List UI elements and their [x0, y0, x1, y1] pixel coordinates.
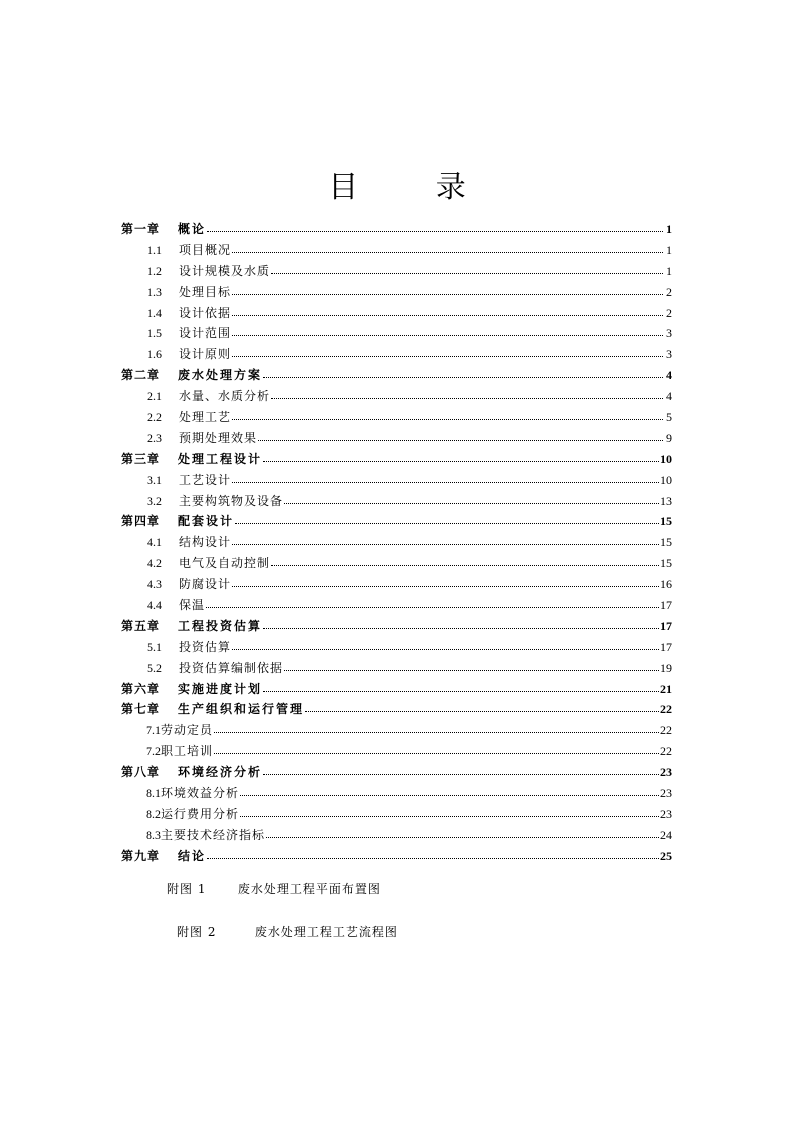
toc-page-number: 9 [666, 430, 672, 445]
toc-title: 处理工程设计 [178, 451, 263, 466]
toc-page-number: 4 [666, 368, 672, 383]
toc-number: 第八章 [121, 765, 161, 780]
toc-title: 处理工艺 [179, 410, 232, 425]
toc-page-number: 21 [660, 681, 672, 696]
toc-section-row[interactable] [121, 804, 672, 825]
toc-page-number: 2 [666, 284, 672, 299]
toc-chapter-row[interactable] [121, 846, 672, 867]
toc-page-number: 23 [660, 786, 672, 801]
toc-title: 概论 [178, 222, 207, 236]
toc-page-number: 15 [660, 556, 672, 571]
toc-number: 第九章 [121, 848, 161, 863]
toc-leader [232, 284, 663, 295]
toc-number: 第五章 [121, 618, 161, 633]
toc-section-row[interactable] [121, 344, 672, 365]
toc-section-row[interactable] [121, 407, 672, 428]
toc-title: 保温 [179, 598, 206, 613]
toc-page-number: 4 [666, 389, 672, 404]
toc-number: 3.1 [147, 472, 162, 487]
toc-page-number: 5 [666, 410, 672, 425]
toc-number: 第七章 [121, 702, 161, 717]
toc-leader [305, 701, 659, 712]
toc-number: 4.2 [147, 556, 162, 571]
toc-page-number: 3 [666, 347, 672, 362]
toc-section-row[interactable] [121, 783, 672, 804]
toc-page-number: 15 [660, 535, 672, 550]
toc-leader [284, 493, 659, 504]
toc-number: 1.5 [147, 326, 162, 341]
toc-page-number: 23 [660, 806, 672, 821]
toc-page-number: 3 [666, 326, 672, 341]
toc-leader [214, 722, 659, 733]
toc-chapter-row[interactable] [121, 449, 672, 470]
toc-page-number: 17 [660, 618, 672, 633]
toc-title: 劳动定员 [161, 723, 214, 738]
toc-section-row[interactable] [121, 574, 672, 595]
toc-page-number: 16 [660, 577, 672, 592]
toc-leader [232, 576, 659, 587]
toc-number: 2.2 [147, 410, 162, 425]
toc-leader [266, 827, 659, 838]
toc-chapter-row[interactable] [121, 679, 672, 700]
toc-leader [240, 806, 659, 817]
toc-number: 7.1 [146, 723, 161, 738]
appendix-label: 附图 2 [177, 925, 217, 939]
toc-title: 工艺设计 [179, 472, 232, 487]
toc-page-number: 2 [666, 305, 672, 320]
page-title: 目 录 [328, 170, 500, 206]
toc-page-number: 25 [660, 848, 672, 863]
toc-page-number: 22 [660, 702, 672, 717]
toc-section-row[interactable] [121, 303, 672, 324]
toc-leader [263, 618, 659, 629]
toc-section-row[interactable] [121, 428, 672, 449]
toc-section-row[interactable] [121, 720, 672, 741]
toc-page-number: 22 [660, 723, 672, 738]
toc-section-row[interactable] [121, 595, 672, 616]
toc-number: 5.2 [147, 660, 162, 675]
toc-title: 投资估算 [179, 639, 232, 654]
toc-number: 1.6 [147, 347, 162, 362]
toc-page-number: 22 [660, 744, 672, 759]
appendix-title: 废水处理工程平面布置图 [237, 882, 381, 896]
toc-number: 8.1 [146, 786, 161, 801]
toc-section-row[interactable] [121, 386, 672, 407]
toc-number: 1.1 [147, 242, 162, 257]
toc-page-number: 15 [660, 514, 672, 529]
toc-page-number: 1 [666, 242, 672, 257]
toc-leader [240, 785, 659, 796]
toc-section-row[interactable] [121, 240, 672, 261]
toc-section-row[interactable] [121, 282, 672, 303]
toc-number: 8.3 [146, 827, 161, 842]
toc-page-number: 1 [666, 222, 672, 236]
toc-number: 4.4 [147, 598, 162, 613]
toc-number: 第四章 [121, 514, 161, 529]
toc-title: 环境经济分析 [178, 765, 263, 780]
toc-page-number: 1 [666, 263, 672, 278]
table-of-contents [121, 219, 672, 867]
toc-section-row[interactable] [121, 261, 672, 282]
toc-leader [271, 263, 663, 274]
toc-leader [206, 597, 659, 608]
appendix-label: 附图 1 [167, 882, 207, 896]
toc-leader [232, 534, 659, 545]
appendix-1 [167, 880, 381, 897]
toc-leader [232, 305, 663, 316]
toc-page-number: 24 [660, 827, 672, 842]
toc-number: 7.2 [146, 744, 161, 759]
toc-number: 1.2 [147, 263, 162, 278]
toc-number: 第一章 [121, 222, 161, 236]
toc-title: 主要构筑物及设备 [179, 493, 284, 508]
toc-title: 设计原则 [179, 347, 232, 362]
toc-section-row[interactable] [121, 491, 672, 512]
toc-leader [232, 639, 659, 650]
toc-title: 设计依据 [179, 305, 232, 320]
toc-title: 防腐设计 [179, 577, 232, 592]
toc-leader [207, 221, 663, 232]
toc-title: 实施进度计划 [178, 681, 263, 696]
toc-title: 设计规模及水质 [179, 263, 271, 278]
toc-chapter-row[interactable] [121, 762, 672, 783]
toc-chapter-row[interactable] [121, 699, 672, 720]
toc-title: 处理目标 [179, 284, 232, 299]
toc-page-number: 17 [660, 639, 672, 654]
toc-title: 工程投资估算 [178, 618, 263, 633]
toc-chapter-row[interactable] [121, 616, 672, 637]
toc-number: 1.3 [147, 284, 162, 299]
toc-title: 生产组织和运行管理 [178, 702, 305, 717]
toc-number: 第二章 [121, 368, 161, 383]
toc-number: 5.1 [147, 639, 162, 654]
toc-leader [263, 367, 663, 378]
toc-section-row[interactable] [121, 637, 672, 658]
appendix-title: 废水处理工程工艺流程图 [254, 925, 398, 939]
toc-page-number: 17 [660, 598, 672, 613]
toc-leader [232, 472, 659, 483]
toc-leader [232, 325, 663, 336]
toc-leader [284, 660, 659, 671]
toc-leader [235, 513, 659, 524]
toc-section-row[interactable] [121, 658, 672, 679]
toc-leader [258, 430, 663, 441]
toc-title: 电气及自动控制 [179, 556, 271, 571]
toc-title: 职工培训 [161, 744, 214, 759]
toc-title: 结构设计 [179, 535, 232, 550]
toc-title: 配套设计 [178, 514, 235, 529]
toc-title: 废水处理方案 [178, 368, 263, 383]
toc-page-number: 10 [660, 451, 672, 466]
toc-page-number: 23 [660, 765, 672, 780]
toc-section-row[interactable] [121, 323, 672, 344]
toc-section-row[interactable] [121, 470, 672, 491]
toc-leader [232, 242, 663, 253]
toc-number: 8.2 [146, 806, 161, 821]
toc-page-number: 10 [660, 472, 672, 487]
toc-title: 运行费用分析 [161, 806, 240, 821]
toc-number: 4.3 [147, 577, 162, 592]
toc-page-number: 19 [660, 660, 672, 675]
toc-number: 2.1 [147, 389, 162, 404]
toc-chapter-row[interactable] [121, 511, 672, 532]
toc-section-row[interactable] [121, 532, 672, 553]
toc-leader [271, 388, 663, 399]
toc-number: 4.1 [147, 535, 162, 550]
toc-title: 设计范围 [179, 326, 232, 341]
toc-page-number: 13 [660, 493, 672, 508]
toc-leader [207, 848, 659, 859]
toc-chapter-row[interactable] [121, 219, 672, 240]
toc-title: 水量、水质分析 [179, 389, 271, 404]
toc-leader [263, 764, 659, 775]
toc-section-row[interactable] [121, 553, 672, 574]
toc-title: 投资估算编制依据 [179, 660, 284, 675]
appendix-2 [177, 923, 398, 940]
toc-title: 主要技术经济指标 [161, 827, 266, 842]
toc-number: 3.2 [147, 493, 162, 508]
toc-chapter-row[interactable] [121, 365, 672, 386]
toc-leader [232, 346, 663, 357]
toc-leader [263, 681, 659, 692]
toc-title: 环境效益分析 [161, 786, 240, 801]
toc-leader [232, 409, 663, 420]
toc-section-row[interactable] [121, 741, 672, 762]
toc-leader [263, 451, 659, 462]
toc-title: 结论 [178, 848, 207, 863]
toc-leader [271, 555, 659, 566]
toc-number: 第六章 [121, 681, 161, 696]
toc-title: 项目概况 [179, 242, 232, 257]
toc-number: 1.4 [147, 305, 162, 320]
toc-leader [214, 743, 659, 754]
toc-number: 第三章 [121, 451, 161, 466]
toc-title: 预期处理效果 [179, 430, 258, 445]
toc-section-row[interactable] [121, 825, 672, 846]
toc-number: 2.3 [147, 430, 162, 445]
